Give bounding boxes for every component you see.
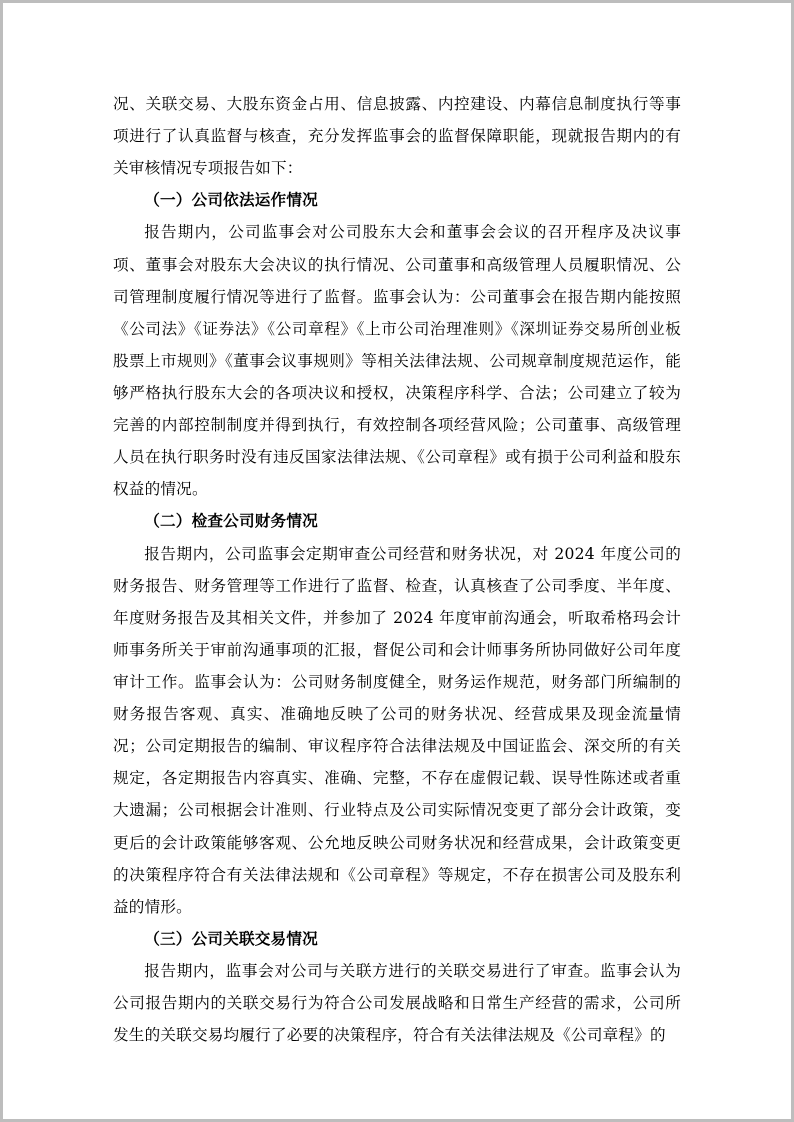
document-body: [113, 88, 681, 1051]
section-body-2: 报告期内，公司监事会定期审查公司经营和财务状况，对 2024 年度公司的财务报告、财务管理等工作进行了监督、检查，认真核查了公司季度、半年度、年度财务报告及其相关文件，并参加了 2024 年度审前沟通会，听取希格玛会计师事务所关于审前沟通事项的汇报，督促公司和会计师事务所协同做好公司年度审计工作。监事会认为：公司财务制度健全，财务运作规范，财务部门所编制的财务报告客观、真实、准确地反映了公司的财务状况、经营成果及现金流量情况；公司定期报告的编制、审议程序符合法律法规及中国证监会、深交所的有关规定，各定期报告内容真实、准确、完整，不存在虚假记载、误导性陈述或者重大遗漏；公司根据会计准则、行业特点及公司实际情况变更了部分会计政策，变更后的会计政策能够客观、公允地反映公司财务状况和经营成果，会计政策变更的决策程序符合有关法律法规和《公司章程》等规定，不存在损害公司及股东利益的情形。: [113, 544, 681, 916]
section-body-3: 报告期内，监事会对公司与关联方进行的关联交易进行了审查。监事会认为公司报告期内的关联交易行为符合公司发展战略和日常生产经营的需求，公司所发生的关联交易均履行了必要的决策程序，符合有关法律法规及《公司章程》的: [113, 961, 681, 1045]
paragraph-continuation: 况、关联交易、大股东资金占用、信息披露、内控建设、内幕信息制度执行等事项进行了认真监督与核查，充分发挥监事会的监督保障职能，现就报告期内的有关审核情况专项报告如下：: [113, 95, 681, 178]
section-heading-3: （三）公司关联交易情况: [144, 928, 318, 948]
page-edge-left: [0, 0, 3, 1122]
section-body-1: 报告期内，公司监事会对公司股东大会和董事会会议的召开程序及决议事项、董事会对股东大会决议的执行情况、公司董事和高级管理人员履职情况、公司管理制度履行情况等进行了监督。监事会认为：公司董事会在报告期内能按照《公司法》《证券法》《公司章程》《上市公司治理准则》《深圳证券交易所创业板股票上市规则》《董事会议事规则》等相关法律法规、公司规章制度规范运作，能够严格执行股东大会的各项决议和授权，决策程序科学、合法；公司建立了较为完善的内部控制制度并得到执行，有效控制各项经营风险；公司董事、高级管理人员在执行职务时没有违反国家法律法规、《公司章程》或有损于公司利益和股东权益的情况。: [113, 223, 681, 499]
page-edge-top: [0, 0, 794, 3]
section-heading-1: （一）公司依法运作情况: [144, 190, 318, 210]
section-heading-2: （二）检查公司财务情况: [144, 511, 318, 531]
